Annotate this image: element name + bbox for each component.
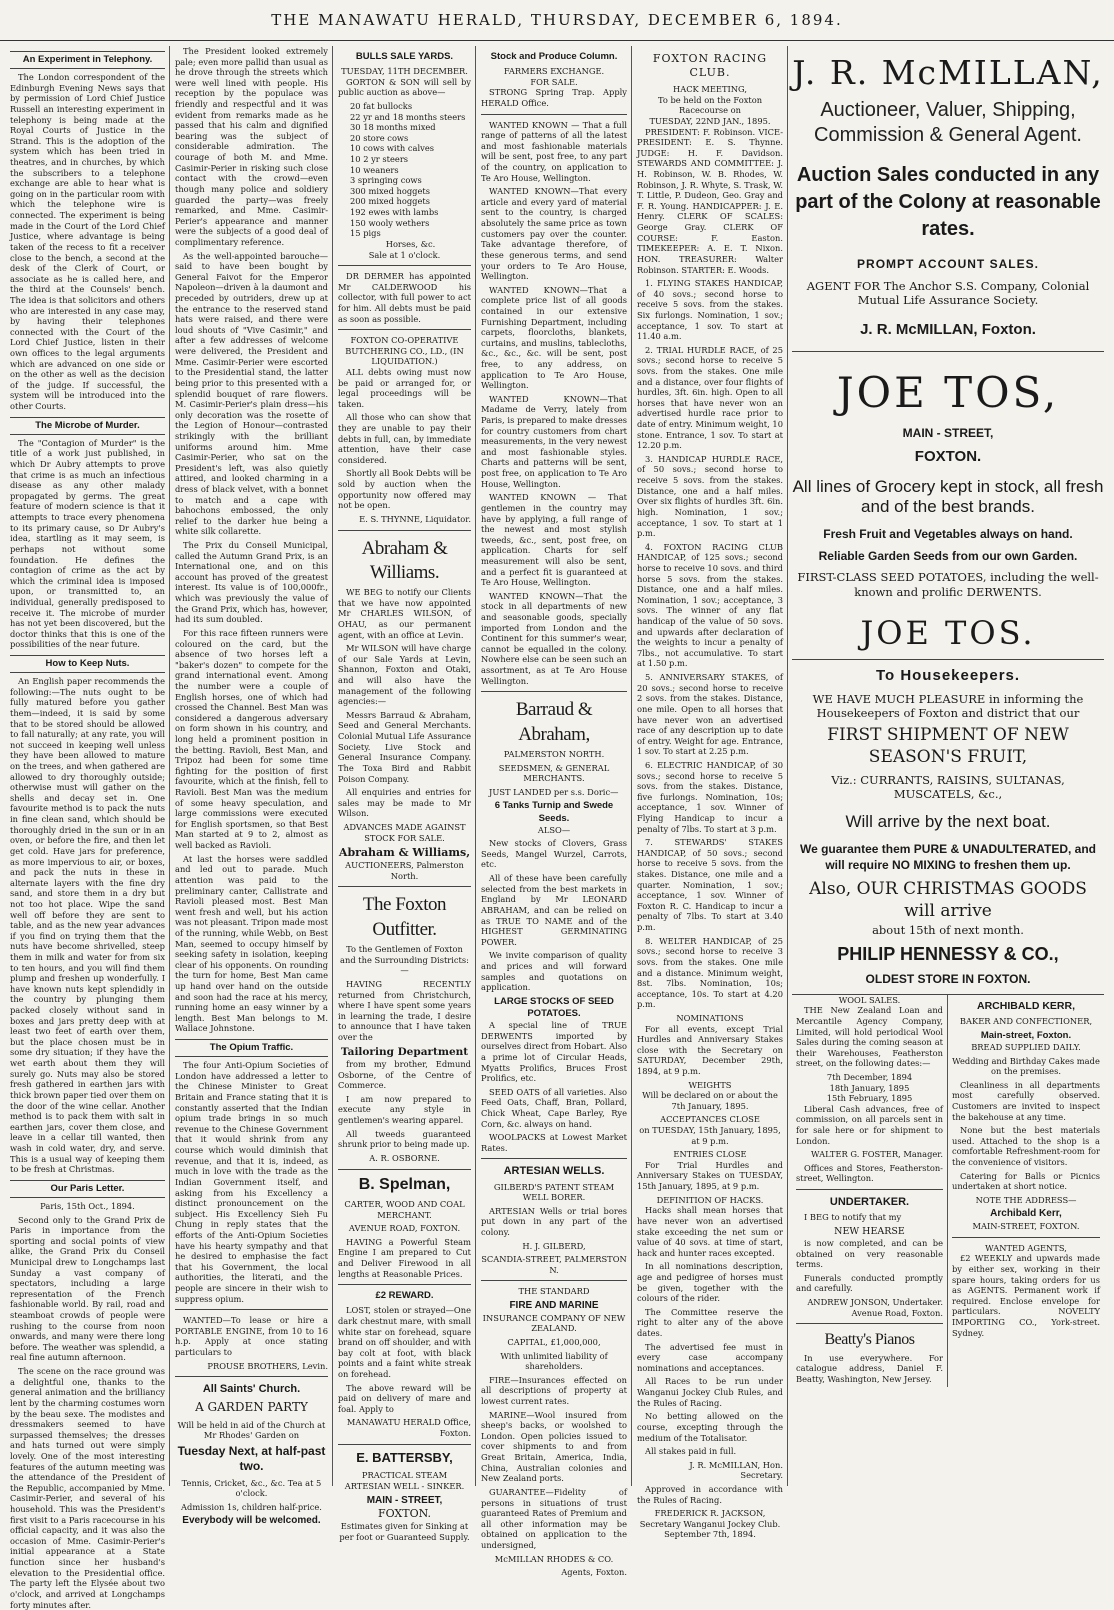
list-item: 10 weaners — [350, 164, 399, 175]
ad-text: The above reward will be paid on delivery of mare and foal. Apply to — [338, 1382, 471, 1414]
article-heading: How to Keep Nuts. — [10, 655, 165, 673]
article-text: At last the horses were saddled and led out to parade. Much attention was paid to the preliminary canter, Callistrate and Ravioli pleased most. Best Man went fresh and well, but his action was not pleasant. Tripon made most of the running, while Webb, on Best Man, seemed to occupy himself by seeking safety in isolation, keeping clear of his opponents. On rounding the turn for home, Best Man came up hand over hand on the outside and soon had the race at his mercy, running home an easy winner by a length. Best Man belongs to M. Wallace Johnstone. — [175, 853, 328, 1034]
list-item: 10 2 yr steers — [350, 154, 409, 165]
list-item: 150 wooly wethers — [350, 217, 430, 228]
ad-text: In use everywhere. For catalogue address, Daniel F. Beatty, Washington, New Jersey. — [796, 1352, 943, 1384]
club-officers: PRESIDENT: F. Robinson. VICE-PRESIDENT: E. S. Thynne. JUDGE: H. F. Davidson. STEWARDS AND COMMITTEE: J. H. Robinson, W. B. Rhodes, W. Robinson, J. R. Whyte, S. Trask, W. T. Little, P. Dudeon, Geo. Gray and F. R. Young. HANDICAPPER: J. E. Henry. CLERK OF SCALES: George Gray. CLERK OF COURSE: F. Easton. TIMEKEEPER: A. E. T. Nixon. HON. TREASURER: Walter Robinson. STARTER: E. Woods. — [637, 126, 783, 275]
ad-text: To the Gentlemen of Foxton and the Surrounding Districts:— — [340, 944, 469, 976]
divider — [175, 1309, 328, 1310]
divider — [792, 659, 1104, 660]
meeting-subheading: To be held on the Foxton Racecourse on — [657, 94, 763, 116]
ad-text: We invite comparison of quality and prices and will forward samples and quotations on application. — [481, 950, 627, 993]
ad-text: HAVING a Powerful Steam Engine I am prepared to Cut and Deliver Firewood in all lengths at Reasonable Prices. — [338, 1236, 471, 1279]
bottom-ads-right — [948, 995, 1104, 1388]
notice-text: All those who can show that they are unable to pay their debts in full, can, by immediate attention, have their case considered. — [338, 412, 471, 465]
bottom-ads — [792, 994, 1104, 1388]
ad-signature: Agents, Foxton. — [561, 1567, 627, 1578]
article-text: The four Anti-Opium Societies of London have addressed a letter to the Chinese Minister to Great Britain and France stating that it is constantly asserted that the Indian opium trade brings in so much revenue to the Chinese Government that it would shrink from any course which would diminish that revenue, and that it is, indeed, as much in love with the trade as the Indian Government itself, and asking from his Excellency a distinct pronouncement on the subject. His Excellency Sieh Fu Chung in reply states that the efforts of the Anti-Opium Societies have his hearty sympathy and that he desired to emphasise the fact that his Government, the local authorities, the literati, and the people are sincere in their wish to suppress opium. — [175, 1060, 328, 1304]
ad-signature: PROUSE BROTHERS, Levin. — [207, 1360, 328, 1371]
article-text: For this race fifteen runners were coloured on the card, but the absence of two horses left a "baker's dozen" to compete for the grand international event. Among the number were a couple of English horses, one of which had crossed the Channel. Best Man was considered a dangerous adversary on form shown in his country, and long held a prominent position in the betting. Ravioli, Best Man, and Tripoz had been for some time fighting for the position of first favourite, which at the finish, fell to Ravioli. Best Man was the medium of some heavy speculation, and large commissions were executed for English sportsmen, so that Best Man started at 9 to 2, almost as well backed as Ravioli. — [175, 627, 328, 851]
ad-text: THE STANDARD — [518, 1286, 590, 1297]
article-text: Second only to the Grand Prix de Paris in importance from the sporting and social points of view alike, the Grand Prix du Conseil Municipal drew to Longchamps last Sunday a vast company of spectators, including a large representation of the French fashionable world. By rail, road and steamboat crowds of people were rushing to the course from noon onwards, and many were there long before. The weather was splendid, a real fine autumn afternoon. — [10, 1214, 165, 1363]
notice-signature: E. S. THYNNE, Liquidator. — [359, 513, 471, 524]
section-text: The advertised fee must in every case accompany nominations and acceptances. — [637, 1341, 783, 1373]
ad-text: NOTE THE ADDRESS— — [975, 1194, 1077, 1205]
firm-name: J. R. McMILLAN, Foxton. — [860, 321, 1036, 339]
article-text: The Prix du Conseil Municipal, called the Autumn Grand Prix, is an International one, and on this account has proved of the greatest interest. Its value is of 100,000fr., which was previously the value of the Grand Prix, which has, however, had its sum doubled. — [175, 540, 328, 625]
firm-name: Beatty's Pianos — [824, 1331, 915, 1349]
ad-highlight: LARGE STOCKS OF SEED POTATOES. — [494, 995, 614, 1019]
ad-heading: WANTED AGENTS, — [985, 1242, 1067, 1253]
article-heading: Our Paris Letter. — [10, 1180, 165, 1198]
ad-text: I BEG to notify that my — [804, 1212, 902, 1223]
race-item: 5. ANNIVERSARY STAKES, of 20 sovs.; second horse to receive 2 sovs. from the stakes. Distance, one mile. Open to all horses that have never won an advertised race of any description up to date of entry. Weight for age. Entrance, 1 sov. To start at 2.25 p.m. — [637, 672, 783, 757]
divider — [338, 265, 471, 266]
ad-text: THE New Zealand Loan and Mercantile Agency Company, Limited, will hold periodical Wool Sales during the coming season at their Warehouses, Featherston street, on the following dates:— — [796, 1005, 943, 1069]
garden-party-title: A GARDEN PARTY — [195, 1400, 308, 1415]
sale-time: Sale at 1 o'clock. — [368, 249, 441, 260]
ad-text: All enquiries and entries for sales may be made to Mr Wilson. — [338, 787, 471, 819]
ad-headline: FIRST SHIPMENT OF NEW SEASON'S FRUIT, — [827, 725, 1069, 767]
ad-text: BREAD SUPPLIED DAILY. — [971, 1041, 1081, 1052]
ad-text: LOST, stolen or strayed—One dark chestnut mare, with small white star on forehead, square brand on off shoulder, and with bay colt at foot, with black points and a faint white streak on forehead. — [338, 1305, 471, 1380]
sale-date: TUESDAY, 11TH DECEMBER. — [341, 66, 468, 77]
divider — [481, 1158, 627, 1159]
ad-text: MAIN - STREET, — [366, 1494, 443, 1506]
ad-text: about 15th of next month. — [872, 922, 1024, 937]
list-item: Horses, &c. — [385, 238, 436, 249]
ad-text: SCANDIA-STREET, PALMERSTON N. — [481, 1254, 627, 1275]
ad-signature: FREDERICK R. JACKSON, Secretary Wanganui Jockey Club. September 7th, 1894. — [639, 1508, 781, 1540]
ad-text: GUARANTEE—Fidelity of persons in situations of trust guaranteed Rates of Premium and all other information may be obtained on application to the undersigned, — [481, 1486, 627, 1550]
classified-ad: WANTED—To lease or hire a PORTABLE ENGINE, from 10 to 16 h.p. Apply at once stating particulars to — [175, 1315, 328, 1358]
ad-text: PALMERSTON NORTH. — [503, 748, 605, 759]
ad-text: WE HAVE MUCH PLEASURE in informing the Housekeepers of Foxton and district that our — [812, 691, 1084, 721]
ad-highlight: Tailoring Department — [340, 1045, 469, 1058]
ad-text: CARTER, WOOD AND COAL MERCHANT. — [344, 1198, 465, 1220]
firm-name: JOE TOS, — [836, 368, 1060, 418]
church-welcome: Everybody will be welcomed. — [182, 1515, 321, 1527]
ad-text: Mr WILSON will have charge of our Sale Yards at Levin, Shannon, Foxton and Otaki, and will also have the management of the following agencies:— — [338, 643, 471, 707]
ad-text: HAVING RECENTLY returned from Christchurch, where I have spent some years in learning the trade, I desire to announce that I have taken over the — [338, 978, 471, 1042]
ad-text: FOXTON. — [377, 1507, 432, 1521]
race-item: 1. FLYING STAKES HANDICAP, of 40 sovs.; second horse to receive 5 sovs. from the stakes. Six furlongs. Nomination, 1 sov.; acceptance, 1 sov. To start at 11.40 a.m. — [637, 278, 783, 342]
list-item: 7th December, 1894 — [826, 1071, 913, 1082]
column-3 — [334, 46, 476, 1543]
ad-text: INSURANCE COMPANY OF NEW ZEALAND. — [482, 1312, 626, 1334]
section-text: Approved in accordance with the Rules of Racing. — [637, 1483, 783, 1505]
sale-text: GORTON & SON will sell by public auction as above— — [338, 76, 471, 98]
firm-name: Archibald Kerr, — [990, 1208, 1062, 1220]
ad-text: MAIN-STREET, FOXTON. — [972, 1221, 1080, 1232]
ad-text: None but the best materials used. Attached to the shop is a comfortable Refreshment-room for the convenience of visitors. — [952, 1125, 1100, 1167]
section-heading: ENTRIES CLOSE — [673, 1149, 747, 1160]
ad-text: is now completed, and can be obtained on very reasonable terms. — [796, 1237, 943, 1270]
ad-text: All tweeds guaranteed shrunk prior to being made up. — [338, 1128, 471, 1150]
ad-text: £2 WEEKLY and upwards made by either sex, working in their spare hours, taking orders for us as AGENTS. Permanent work if required. Enclose envelope for particulars. NOVELTY IMPORTING CO., York-street. Sydney. — [952, 1253, 1100, 1338]
ad-text: Messrs Barraud & Abraham, Seed and General Merchants. Colonial Mutual Life Assurance Society. Live Stock and General Insurance Company. The Toxa Bird and Rabbit Poison Company. — [338, 709, 471, 784]
reward-heading: £2 REWARD. — [375, 1290, 434, 1302]
ad-text: MARINE—Wool insured from sheep's backs, or woolshed to London. Open policies issued to cover shipments to and from Great Britain, America, India, China, Australian colonies and New Zealand ports. — [481, 1409, 627, 1484]
church-heading: All Saints' Church. — [202, 1383, 301, 1396]
list-item: 192 ewes with lambs — [350, 207, 439, 218]
ad-text: Offices and Stores, Featherston-street, Wellington. — [796, 1162, 943, 1184]
firm-name: ARCHIBALD KERR, — [977, 999, 1075, 1012]
notice-text: DR DERMER has appointed Mr CALDERWOOD his collector, with full power to act for him. All debts must be paid as soon as possible. — [338, 271, 471, 324]
section-text: All stakes paid in full. — [645, 1446, 737, 1457]
ad-text: FOXTON. — [914, 448, 982, 466]
firm-name: Barraud & Abraham, — [515, 699, 593, 745]
ad-text: AGENT FOR The Anchor S.S. Company, Colonial Mutual Life Assurance Society. — [806, 278, 1090, 308]
divider — [792, 351, 1104, 352]
ad-text: SEED OATS of all varieties. Also Feed Oats, Chaff, Bran, Pollard, Chick Wheat, Cape Barley, Rye Corn, &c. always on hand. — [481, 1086, 627, 1129]
column-4 — [477, 46, 632, 1578]
firm-name: B. Spelman, — [358, 1175, 451, 1193]
firm-name: Abraham & Williams, — [338, 846, 471, 860]
article-heading: The Microbe of Murder. — [10, 417, 165, 435]
race-item: 3. HANDICAP HURDLE RACE, of 50 sovs.; second horse to receive 5 sovs. from the stakes. Distance, one and a half miles. Over six flights of hurdles 3ft. 6in. high. Nomination, 1 sov.; acceptance, 1 sov. To start at 1 p.m. — [637, 453, 783, 539]
ad-text: New stocks of Clovers, Grass Seeds, Mangel Wurzel, Carrots, etc. — [481, 838, 627, 870]
ad-text: STRONG Spring Trap. Apply HERALD Office. — [481, 87, 627, 108]
ad-text: ADVANCES MADE AGAINST STOCK FOR SALE. — [343, 821, 466, 843]
ad-text: SEEDSMEN, & GENERAL MERCHANTS. — [498, 762, 610, 784]
article-heading: The Opium Traffic. — [175, 1039, 328, 1057]
article-heading: An Experiment in Telephony. — [10, 51, 165, 69]
divider — [338, 329, 471, 330]
ad-highlight: Main-street, Foxton. — [980, 1029, 1072, 1041]
section-text: Hacks shall mean horses that have never won an advertised stake exceeding the net sum or value of 40 sovs. at time of start, hack and hunter races excepted. — [637, 1205, 783, 1258]
article-text: As the well-appointed barouche—said to have been bought by General Faivot for the Emperor Napoleon—driven à la daumont and preceded by outriders, drew up at the entrance to the reserved stand hats were raised, and there were loud shouts of "Vive Casimir," and after a few addresses of welcome were delivered, the President and Mme. Casimir-Perier were escorted to the Presidential stand, the latter being prior to this presented with a splendid bouquet of rare flowers. M. Casimir-Perier's plain dress—his only decoration was the rosette of the Legion of Honour—contrasted strikingly with the brilliant uniforms around him. Mme Casimir-Perier, who sat on the President's left, was also quietly attired, and looked charming in a dress of black velvet, with a bonnet to match and a cape with bahochons embossed, the only relief to the darker hue being a white silk collarette. — [175, 250, 328, 537]
ad-text: ALSO— — [537, 824, 571, 835]
ad-highlight: NEW HEARSE — [834, 1225, 905, 1237]
article-text: The London correspondent of the Edinburgh Evening News says that by permission of Lord Chief Justice Russell an interesting experiment in telephony is being made at the Royal Courts of Justice in the Strand. This is the adoption of the system which has been tried in theatres, and in churches, by which the subscribers to a telephone exchange are able to hear what is going on in the particular room with which the telephone wire is connected. The experiment is being made in the Court of the Lord Chief Justice, where advantage is being taken of the recess to fit a receiver close to the bench, a second at the desk of the Clerk of Court, or associate as he is called here, and the third at the Counsels' bench. The idea is that solicitors and others who are interested in any case may, by having their telephones connected with the Court of the Lord Chief Justice, listen in their own offices to the legal arguments which are advanced on one side or on the other as well as the decision of the judge. If successful, the system will be introduced into the other Courts. — [10, 72, 165, 412]
firm-name: E. BATTERSBY, — [356, 1449, 453, 1465]
ad-text: WE BEG to notify our Clients that we have now appointed Mr CHARLES WILSON, of OHAU, as our permanent agent, with an office at Levin. — [338, 587, 471, 640]
race-item: 2. TRIAL HURDLE RACE, of 25 sovs.; second horse to receive 5 sovs. from the stakes. One mile and a distance, over four flights of hurdles, 3ft. 6in. high. Open to all horses that have never won an advertised hurdle race prior to date of entry. Minimum weight, 10 stone. Entrance, 1 sov. To start at 12.20 p.m. — [637, 344, 783, 451]
ad-text: Catering for Balls or Picnics undertaken at short notice. — [952, 1170, 1100, 1192]
ad-text: FIRST-CLASS SEED POTATOES, including the well-known and prolific DERWENTS. — [797, 570, 1099, 599]
notice-text: ALL debts owing must now be paid or arranged for, or legal proceedings will be taken. — [338, 367, 471, 409]
race-item: 8. WELTER HANDICAP, of 25 sovs.; second horse to receive 3 sovs. from the stakes. One mile and a distance. Minimum weight, 8st. 7lbs. Nomination, 10s; acceptance, 10s. To start at 4.20 p.m. — [637, 935, 783, 1010]
list-item: 3 springing cows — [350, 175, 422, 186]
section-text: Will be declared on or about the 7th January, 1895. — [642, 1090, 778, 1111]
ad-text: MAIN - STREET, — [902, 425, 994, 440]
ad-subheading: PROMPT ACCOUNT SALES. — [857, 257, 1039, 272]
ad-text: WOOLPACKS at Lowest Market Rates. — [481, 1132, 627, 1153]
ad-text: PRACTICAL STEAM ARTESIAN WELL - SINKER. — [344, 1470, 465, 1491]
section-text: No betting allowed on the course, excepting through the medium of the Totalisator. — [637, 1411, 783, 1443]
church-date: Tuesday Next, at half-past two. — [177, 1443, 326, 1474]
ad-text: BAKER AND CONFECTIONER, — [959, 1016, 1093, 1027]
list-item: 10 cows with calves — [350, 143, 435, 154]
wanted-ad: WANTED KNOWN—That the stock in all departments of new and seasonable goods, specially imported from London and the Continent for this summer's wear, cannot be equalled in the colony. Nowhere else can be seen such an assortment, as at Te Aro House Wellington. — [481, 590, 627, 686]
column-5 — [633, 46, 788, 1540]
ad-text: CAPITAL, £1,000,000, — [507, 1337, 601, 1347]
ad-text: OLDEST STORE IN FOXTON. — [865, 972, 1031, 987]
firm-description: Auctioneer, Valuer, Shipping, Commission & General Agent. — [814, 99, 1082, 147]
ad-text: A special line of TRUE DERWENTS imported by ourselves direct from Hobart. Also a prime lot of Circular Heads, Myatts Prolifics, Bruces Frost Prolifics, etc. — [481, 1020, 627, 1084]
firm-name: PHILIP HENNESSY & CO., — [837, 944, 1059, 965]
meeting-heading: HACK MEETING, — [672, 84, 748, 95]
ad-text: Reliable Garden Seeds from our own Garden. — [818, 548, 1078, 563]
section-text: For all events, except Trial Hurdles and Anniversary Stakes close with the Secretary on SATURDAY, December 29th, 1894, at 9 p.m. — [637, 1023, 783, 1076]
column-1 — [6, 46, 170, 1610]
list-item: 18th January, 1895 — [829, 1082, 910, 1093]
ad-text: Viz.: CURRANTS, RAISINS, SULTANAS, MUSCATELS, &c., — [831, 772, 1065, 802]
ad-highlight: 6 Tanks Turnip and Swede Seeds. — [494, 800, 614, 824]
ad-text: Liberal Cash advances, free of commission, on all parcels sent in for sale here or for shipment to London. — [796, 1103, 943, 1146]
wanted-ad: WANTED KNOWN — That a full range of patterns of all the latest and most fashionable materials will be sent, post free, to any part of the country, on application to Te Aro House, Wellington. — [481, 119, 627, 183]
section-heading: DEFINITION OF HACKS. — [656, 1194, 764, 1205]
list-item: 30 18 months mixed — [350, 122, 436, 133]
masthead: THE MANAWATU HERALD, THURSDAY, DECEMBER 6, 1894. — [0, 0, 1114, 41]
ad-signature: A. R. OSBORNE. — [369, 1152, 440, 1163]
ad-signature: ANDREW JONSON, Undertaker. Avenue Road, Foxton. — [807, 1296, 943, 1318]
divider — [481, 691, 627, 692]
firm-name: J. R. McMILLAN, — [792, 53, 1104, 92]
ad-text: FIRE—Insurances effected on all descriptions of property at lowest current rates. — [481, 1374, 627, 1407]
column-heading: Stock and Produce Column. — [490, 51, 618, 62]
divider — [338, 1284, 471, 1285]
section-text: All Races to be run under Wanganui Jockey Club Rules, and the Rules of Racing. — [637, 1376, 783, 1408]
article-text: The "Contagion of Murder" is the title of a work just published, in which Dr Aubry attempts to prove that crime is as much an infectious disease as any other malady propagated by germs. The great feature of modern science is that it attempts to trace every phenomena to its primary cause, so Dr Aubry's idea, startling as it may seem, is perhaps not without some foundation. He defines the contagion of crime as the act by which the criminal idea is imposed upon, or transmitted to, an individual, generally predisposed to receive it. The microbe of murder has not yet been discovered, but the doctor thinks that this is one of the possibilities of the near future. — [10, 437, 165, 650]
racing-club-logo: FOXTON RACING CLUB. — [652, 52, 768, 80]
race-item: 7. STEWARDS' STAKES HANDICAP, of 50 sovs.; second horse to receive 5 sovs. from the stakes. Distance, one mile and a quarter. Nomination, 1 sov.; acceptance, 1 sov. Winner of Foxton R. C. Handicap to incur a penalty of 7lbs. To start at 3.40 p.m. — [637, 837, 783, 933]
race-item: 6. ELECTRIC HANDICAP, of 30 sovs.; second horse to receive 5 sovs. from the stakes. Distance, five furlongs. Nomination, 10s; acceptance, 1 sov. Winner of Flying Handicap to incur a penalty of 7lbs. To start at 3 p.m. — [637, 759, 783, 834]
column-subheading: FOR SALE. — [530, 76, 578, 87]
ad-headline: Also, OUR CHRISTMAS GOODS will arrive — [809, 879, 1087, 921]
list-item: 20 fat bullocks — [350, 100, 413, 111]
ad-text: AUCTIONEERS, Palmerston North. — [345, 860, 464, 881]
church-text: Tennis, Cricket, &c., &c. Tea at 5 o'clock. — [181, 1477, 322, 1499]
ad-text: We guarantee them PURE & UNADULTERATED, and will require NO MIXING to freshen them up. — [799, 842, 1097, 872]
dateline: Paris, 15th Oct., 1894. — [40, 1200, 135, 1211]
section-text: The Committee reserve the right to alter any of the above dates. — [637, 1306, 783, 1339]
list-item: 22 yr and 18 months steers — [350, 111, 466, 122]
ad-text: from my brother, Edmund Osborne, of the Centre of Commerce. — [338, 1059, 471, 1091]
divider — [338, 1169, 471, 1170]
article-text: The scene on the race ground was a delightful one, thanks to the general animation and the brilliancy lent by the charming costumes worn by the beau sexe. The modistes and dressmakers seemed to have surpassed themselves; the dresses and hats turned out were simply lovely. One of the most interesting features of the autumn meeting was the attendance of the President of the Republic, accompanied by Mme. Casimir-Perier, and several of his household. This was the President's first visit to a Paris racecourse in his official capacity, and it was also the occasion of Mme. Casimir-Perier's initial appearance at a State function since her husband's elevation to the Presidential office. The party left the Elysée about two o'clock, and arrived at Longchamps forty minutes after. — [10, 1366, 165, 1610]
section-heading: WEIGHTS — [688, 1079, 732, 1090]
ad-heading: UNDERTAKER. — [829, 1196, 910, 1209]
section-text: For Trial Hurdles and Anniversary Stakes on TUESDAY, 15th January, 1895, at 9 p.m. — [637, 1159, 783, 1192]
divider — [175, 1376, 328, 1377]
section-text: In all nominations description, age and pedigree of horses must be given, together with the colours of the rider. — [637, 1261, 783, 1304]
ad-headline: Auction Sales conducted in any part of the Colony at reasonable rates. — [795, 164, 1101, 241]
ad-signature: McMILLAN RHODES & CO. — [494, 1553, 614, 1564]
meeting-date: TUESDAY, 22ND JAN., 1895. — [649, 115, 771, 126]
section-heading: NOMINATIONS — [676, 1012, 744, 1023]
divider — [338, 530, 471, 531]
ad-text: GILBERD'S PATENT STEAM WELL BORER. — [493, 1181, 615, 1203]
firm-name: Abraham & Williams. — [361, 537, 448, 583]
divider — [481, 1280, 627, 1281]
firm-name: The Foxton Outfitter. — [362, 894, 447, 940]
firm-name: FIRE AND MARINE — [509, 1299, 599, 1311]
list-item: 15th February, 1895 — [826, 1093, 913, 1104]
sale-items — [350, 101, 471, 250]
ad-text: Cleanliness in all departments most carefully observed. Customers are invited to inspect the bakehouse at any time. — [952, 1079, 1100, 1122]
column-2 — [171, 46, 333, 1527]
sale-heading: BULLS SALE YARDS. — [355, 51, 454, 62]
ad-text: All of these have been carefully selected from the best markets in England by Mr LEONARD ABRAHAM, and can be relied on as TRUE TO NAME and of the HIGHEST GERMINATING POWER. — [481, 873, 627, 947]
column-subheading: FARMERS EXCHANGE. — [503, 66, 605, 77]
ad-text: With unlimited liability of shareholders. — [500, 1350, 608, 1372]
divider — [338, 886, 471, 887]
list-item: 15 pigs — [350, 228, 381, 239]
ad-headline: All lines of Grocery kept in stock, all fresh and of the best brands. — [792, 476, 1104, 516]
firm-name: JOE TOS. — [860, 614, 1036, 653]
ad-text: Fresh Fruit and Vegetables always on hand. — [823, 527, 1073, 542]
list-item: 20 store cows — [350, 132, 409, 143]
wanted-ad: WANTED KNOWN — That gentlemen in the country may have by applying, a full range of the newest and most stylish tweeds, &c., sent, post free, on application. Charts for self measurement will also be sent, and a perfect fit is guaranteed at Te Aro House, Wellington. — [481, 492, 627, 588]
bottom-ads-left — [792, 995, 948, 1388]
list-item: 200 mixed hoggets — [350, 196, 430, 207]
divider — [338, 1444, 471, 1445]
article-text: The President looked extremely pale; even more pallid than usual as he drove through the streets which were well lined with people. His reception by the populace was friendly and respectful and it was evident from remarks made as he passed that his calm and dignified bearing was the subject of considerable admiration. The courage of both M. and Mme. Casimir-Perier in risking such close contact with the crowd—even though many police and soldiery guarded the party—was freely remarked, and Mme. Casimir-Perier's appearance and manner were the subjects of a good deal of complimentary reference. — [175, 46, 328, 247]
column-6 — [788, 46, 1108, 1486]
ad-headline: To Housekeepers. — [875, 667, 1021, 685]
ad-text: ARTESIAN Wells or trial bores put down in any part of the colony. — [481, 1205, 627, 1237]
list-item: 300 mixed hoggets — [350, 185, 430, 196]
ad-text: Wedding and Birthday Cakes made on the premises. — [952, 1055, 1100, 1077]
ad-text: Funerals conducted promptly and carefully. — [796, 1272, 943, 1294]
wanted-ad: WANTED KNOWN—That a complete price list of all goods contained in our extensive Furnishing Department, including carpets, floorcloths, blankets, curtains, and muslins, tablecloths, &c., &c., &c. will be sent, post free, to any address, on application to Te Aro House, Wellington. — [481, 284, 627, 391]
wanted-ad: WANTED KNOWN—That every article and every yard of material sent to the country, is charged absolutely the same price as town customers pay over the counter. Take advantage therefore, of these generous terms, and send your orders to Te Aro House, Wellington. — [481, 186, 627, 282]
ad-text: AVENUE ROAD, FOXTON. — [348, 1223, 461, 1234]
ad-signature: J. R. McMILLAN, Hon. Secretary. — [689, 1459, 783, 1481]
section-heading: ACCEPTANCES CLOSE — [660, 1114, 760, 1125]
ad-text: JUST LANDED per s.s. Doric— — [489, 786, 619, 797]
section-text: on TUESDAY, 15th January, 1895, at 9 p.m. — [639, 1125, 781, 1146]
ad-text: I am now prepared to execute any style in gentlemen's wearing apparel. — [338, 1093, 471, 1126]
divider — [796, 1189, 943, 1190]
wanted-ad: WANTED KNOWN—That Madame de Verry, lately from Paris, is prepared to make dresses for country customers from chart measurements, in the very newest and most fashionable styles. Charts and patterns will be sent, post free, on application to Te Aro House, Wellington. — [481, 393, 627, 489]
firm-name: ARTESIAN WELLS. — [503, 1165, 605, 1178]
divider — [796, 1323, 943, 1324]
ad-text: Estimates given for Sinking at per foot or Guaranteed Supply. — [339, 1521, 470, 1543]
article-text: An English paper recommends the following:—The nuts ought to be fully matured before you gather them—indeed, it is said by some that to be stored should be allowed to fall naturally; at any rate, you will not succeed in keeping well unless they have been allowed to mature on the trees, and when gathered are allowed to dry thoroughly outside; otherwise must will gather on the shells and decay set in. One favourite method is to pack the nuts in fine clean sand, which should be thoroughly dried in the sun or in an oven, or before the fire, and then let get cold. Have jars for preference, as more impervious to air, or boxes, and pack the nuts in these in alternate layers with the fine dry sand, and store them in a dry but not too hot place. Wipe the sand well off before they are sent to table, and as the new year advances if you find on trying them that the nuts have become shrivelled, steep them in milk and water for from six to ten hours, and you will find them plump and freshen up wonderfully. I have known nuts kept splendidly in the country by plunging them packed closely without sand in boxes and jars pretty deep with at least two feet of earth over them, but the place chosen must be in some dry situation; if they have the wet earth about them they will surely go. Nuts may also be stored fresh gathered in earthen jars with thick brown paper tied over them on the door of the wine cellar. Another method is to pack them with salt in earthen jars, cover them close, and leave in a cellar till wanted, then wash in cold water, dry, and serve. This is a usual way of keeping them to be fresh at Christmas. — [10, 676, 165, 1175]
church-text: Will be held in aid of the Church at Mr Rhodes' Garden on — [177, 1419, 326, 1441]
ad-signature: WALTER G. FOSTER, Manager. — [810, 1149, 943, 1160]
ad-signature: MANAWATU HERALD Office, Foxton. — [346, 1417, 471, 1439]
notice-text: Shortly all Book Debts will be sold by auction when the opportunity now offered may not be open. — [338, 468, 471, 511]
notice-heading: FOXTON CO-OPERATIVE BUTCHERING CO., LD., (IN LIQUIDATION.) — [345, 335, 464, 367]
ad-heading: WOOL SALES. — [838, 994, 901, 1005]
church-text: Admission 1s, children half-price. — [181, 1501, 322, 1512]
ad-text: H. J. GILBERD, — [522, 1240, 586, 1251]
divider — [481, 114, 627, 115]
race-item: 4. FOXTON RACING CLUB HANDICAP, of 125 sovs.; second horse to receive 10 sovs. and third horse 5 sovs. from the stakes. Distance, one and a half miles. Nomination, 1 sov.; acceptance, 3 sovs. The winner of any flat handicap of the value of 50 sovs. and upwards after declaration of the weights to incur a penalty of 7lbs., not accumulative. To start at 1.50 p.m. — [637, 541, 783, 669]
ad-headline: Will arrive by the next boat. — [845, 811, 1051, 831]
divider — [952, 1237, 1100, 1238]
